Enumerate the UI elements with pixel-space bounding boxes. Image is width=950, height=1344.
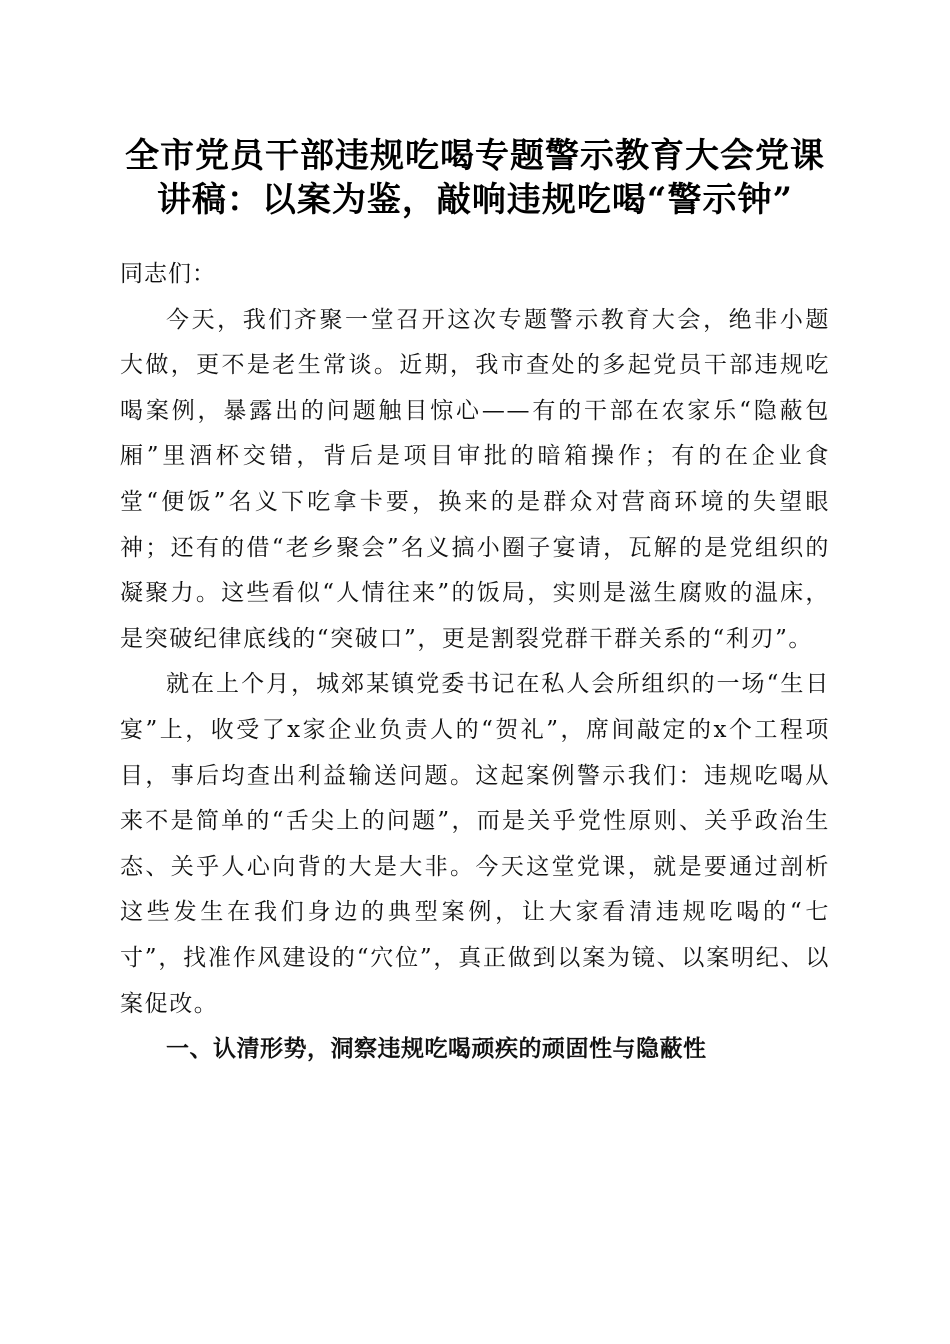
salutation: 同志们： xyxy=(120,261,216,287)
title-line-2: 讲稿：以案为鉴，敲响违规吃喝“警示钟” xyxy=(156,180,794,220)
document-body xyxy=(120,252,830,1073)
document-title xyxy=(100,134,850,222)
paragraph-2: 就在上个月，城郊某镇党委书记在私人会所组织的一场“生日宴”上，收受了x家企业负责人的“贺礼”，席间敲定的x个工程项目，事后均查出利益输送问题。这起案例警示我们：违规吃喝从来不是简单的“舌尖上的问题”，而是关乎党性原则、关乎政治生态、关乎人心向背的大是大非。今天这堂党课，就是要通过剖析这些发生在我们身边的典型案例，让大家看清违规吃喝的“七寸”，找准作风建设的“穴位”，真正做到以案为镜、以案明纪、以案促改。 xyxy=(120,671,830,1017)
section-heading-1: 一、认清形势，洞察违规吃喝顽疾的顽固性与隐蔽性 xyxy=(166,1036,707,1063)
paragraph-1: 今天，我们齐聚一堂召开这次专题警示教育大会，绝非小题大做，更不是老生常谈。近期，我市查处的多起党员干部违规吃喝案例，暴露出的问题触目惊心——有的干部在农家乐“隐蔽包厢”里酒杯交错，背后是项目审批的暗箱操作；有的在企业食堂“便饭”名义下吃拿卡要，换来的是群众对营商环境的失望眼神；还有的借“老乡聚会”名义搞小圈子宴请，瓦解的是党组织的凝聚力。这些看似“人情往来”的饭局，实则是滋生腐败的温床，是突破纪律底线的“突破口”，更是割裂党群干群关系的“利刃”。 xyxy=(120,306,830,652)
title-line-1: 全市党员干部违规吃喝专题警示教育大会党课 xyxy=(125,136,825,176)
